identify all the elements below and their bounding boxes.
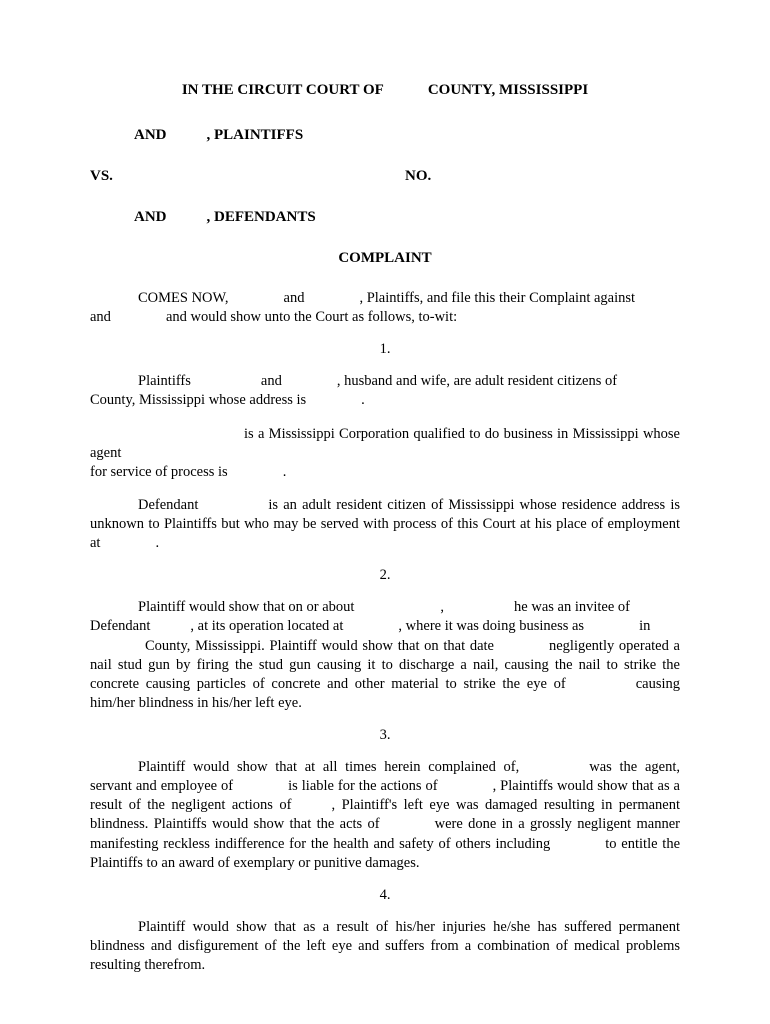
intro-paragraph bbox=[90, 289, 680, 327]
s3-text-a: Plaintiff would show that at all times herein complained of, bbox=[138, 759, 520, 775]
s1p1-seg1: Plaintiffs bbox=[138, 373, 191, 390]
s2-text-c: he was an invitee of bbox=[514, 599, 631, 616]
intro-part2: and bbox=[283, 290, 305, 306]
vs-label: VS. bbox=[90, 168, 113, 184]
s3-text-f: were done in a grossly negligent manner manifesting reckless indifference for the health and safety of others including bbox=[90, 816, 680, 852]
s2-text-a: Plaintiff would show that on or about bbox=[138, 599, 355, 616]
s3-text-d: , Plaintiffs would show that as a result of the negligent actions of bbox=[90, 778, 680, 814]
s1p2-continuation: for service of process is bbox=[90, 463, 228, 480]
plaintiffs-label: , PLAINTIFFS bbox=[206, 127, 304, 143]
s1p3-continuation: unknown to Plaintiffs but who may be served with process of this Court at his place of employment at bbox=[90, 516, 680, 552]
s1p1-continuation: County, Mississippi whose address is bbox=[90, 392, 307, 409]
intro-part1: COMES NOW, bbox=[138, 290, 229, 306]
section-1-paragraph-3 bbox=[90, 496, 680, 553]
s2-text-f: , where it was doing business as bbox=[398, 618, 585, 635]
s2-text-b: , bbox=[440, 599, 445, 616]
section-number-2: 2. bbox=[379, 567, 391, 584]
s1p2-seg1: is a Mississippi Corporation qualified to do business in Mississippi whose agent bbox=[90, 425, 680, 461]
section-number-1: 1. bbox=[379, 341, 391, 358]
court-heading-prefix: IN THE CIRCUIT COURT OF bbox=[181, 82, 384, 98]
s2-text-e: , at its operation located at bbox=[190, 618, 344, 635]
section-1-paragraph-1 bbox=[90, 372, 680, 410]
s1p3-seg1: Defendant bbox=[138, 496, 199, 513]
defendants-and: AND bbox=[134, 209, 167, 225]
s1p2-tail: . bbox=[282, 463, 287, 480]
section-3-paragraph-1 bbox=[90, 758, 680, 873]
intro-part5: and would show unto the Court as follows, to-wit: bbox=[165, 309, 458, 326]
s2-text-j: causing him/her blindness in his/her left eye. bbox=[90, 675, 680, 711]
intro-part3: , Plaintiffs, and file this their Complaint against bbox=[359, 290, 636, 306]
case-number-label: NO. bbox=[405, 168, 432, 184]
s3-text-g: to entitle the Plaintiffs to an award of exemplary or punitive damages. bbox=[90, 835, 680, 871]
defendants-label: , DEFENDANTS bbox=[206, 209, 316, 225]
s2-text-h: County, Mississippi. Plaintiff would show that on that date bbox=[145, 637, 494, 654]
section-1-paragraph-2 bbox=[90, 425, 680, 482]
intro-part4: and bbox=[90, 309, 111, 326]
s2-text-i: negligently operated a nail stud gun by firing the stud gun causing it to discharge a nail, causing the nail to strike the concrete causing particles of concrete and other material to strike the eye of bbox=[90, 637, 680, 692]
section-4-paragraph-1: Plaintiff would show that as a result of his/her injuries he/she has suffered permanent blindness and disfigurement of the left eye and suffers from a combination of medical problems resulting therefrom. bbox=[90, 918, 680, 973]
plaintiffs-and: AND bbox=[134, 127, 167, 143]
section-number-3: 3. bbox=[379, 727, 391, 743]
s1p1-seg3: , husband and wife, are adult resident citizens of bbox=[336, 373, 618, 390]
s2-text-d: Defendant bbox=[90, 618, 151, 635]
section-number-4: 4. bbox=[379, 886, 391, 903]
defendants-line bbox=[90, 209, 680, 226]
court-heading bbox=[90, 82, 680, 99]
s1p1-tail: . bbox=[361, 392, 365, 409]
section-2-paragraph-1 bbox=[90, 598, 680, 713]
court-heading-suffix: COUNTY, MISSISSIPPI bbox=[427, 82, 589, 98]
vs-line bbox=[90, 168, 680, 185]
plaintiffs-line bbox=[90, 127, 680, 144]
s2-text-g: in bbox=[639, 618, 651, 635]
s1p1-seg2: and bbox=[260, 373, 282, 390]
document-title: COMPLAINT bbox=[338, 250, 432, 266]
s3-text-b: was the agent, servant and employee of bbox=[90, 759, 680, 795]
s1p3-seg2: is an adult resident citizen of Mississippi whose residence address is bbox=[268, 496, 680, 513]
s3-text-e: , Plaintiff's left eye was damaged resulting in permanent blindness. Plaintiffs would show that the acts of bbox=[90, 797, 680, 833]
s1p3-tail: . bbox=[155, 535, 160, 552]
s3-text-c: is liable for the actions of bbox=[288, 778, 438, 795]
